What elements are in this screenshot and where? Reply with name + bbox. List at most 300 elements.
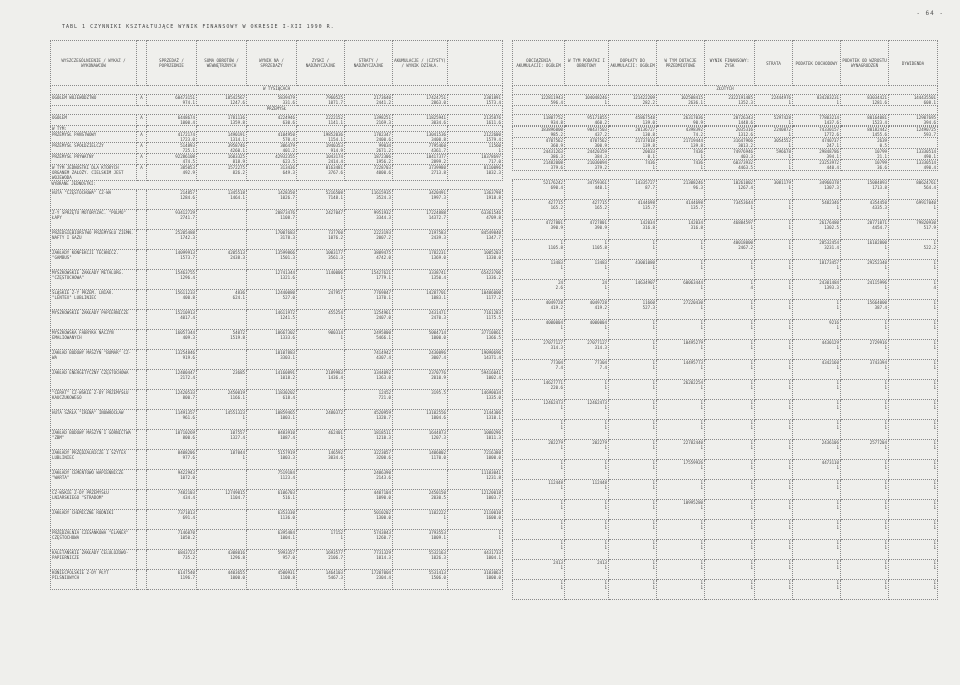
index-value: 1 bbox=[788, 565, 791, 570]
index-value: 1 bbox=[652, 525, 655, 530]
value-cell bbox=[513, 138, 565, 149]
value: 27220430 bbox=[683, 300, 703, 305]
value: 1 bbox=[933, 420, 936, 425]
value: 10710269 bbox=[175, 430, 195, 435]
value: 2222152 bbox=[325, 115, 343, 120]
index-value: 3034.6 bbox=[431, 120, 446, 125]
row-label: PRZĘDZALNIA CZESANKOWA "ELANEX" CZĘSTOCHOWA bbox=[51, 530, 137, 550]
index-value: 1713.8 bbox=[872, 185, 887, 190]
value: 17152 bbox=[330, 530, 343, 535]
index-value: 1 bbox=[836, 305, 839, 310]
table-row bbox=[51, 115, 503, 126]
index-value: 593.7 bbox=[923, 132, 936, 137]
column-header: WYNIK NA / SPRZEDAŻY bbox=[247, 41, 297, 86]
value-cell bbox=[297, 410, 345, 430]
value-cell bbox=[393, 570, 448, 590]
value: 5839479 bbox=[277, 95, 295, 100]
value-cell bbox=[448, 350, 503, 370]
value: 2122600 bbox=[483, 132, 501, 137]
value: 14551323 bbox=[225, 410, 245, 415]
value: 12741344 bbox=[275, 270, 295, 275]
value: 9951932 bbox=[373, 210, 391, 215]
index-value: 1011.3 bbox=[486, 435, 501, 440]
index-value: 618.4 bbox=[282, 395, 295, 400]
index-value: 3400.8 bbox=[431, 137, 446, 142]
value: 1 bbox=[560, 420, 563, 425]
value-cell bbox=[793, 138, 841, 149]
value-cell bbox=[197, 570, 247, 590]
index-value: 564.4 bbox=[923, 185, 936, 190]
index-value: 4000.6 bbox=[376, 170, 391, 175]
value-cell bbox=[247, 250, 297, 270]
index-value: 2030.5 bbox=[431, 495, 446, 500]
index-value: 1 bbox=[700, 305, 703, 310]
index-value: 1611.6 bbox=[486, 120, 501, 125]
value-cell bbox=[393, 410, 448, 430]
value-cell bbox=[147, 510, 197, 530]
index-value: 390.9 bbox=[594, 225, 607, 230]
value: 27077127 bbox=[543, 340, 563, 345]
value-cell bbox=[513, 480, 565, 500]
value-cell bbox=[705, 500, 755, 520]
value-cell bbox=[755, 500, 793, 520]
value: 11491357 bbox=[175, 410, 195, 415]
value-cell bbox=[793, 127, 841, 138]
value-cell bbox=[793, 420, 841, 440]
row-label: MYSZKOWSKIE ZAKŁADY METALURG. "CZĘSTOCHOWA" bbox=[51, 270, 137, 290]
value-cell bbox=[345, 95, 393, 106]
value: 17224888 bbox=[426, 210, 446, 215]
value: 12462473 bbox=[587, 400, 607, 405]
index-value: 826.2 bbox=[232, 170, 245, 175]
value: 1 bbox=[933, 300, 936, 305]
value: 12120018 bbox=[481, 490, 501, 495]
value-cell bbox=[755, 300, 793, 320]
row-label: KONIECPOLSKIE Z-DY PŁYT PILŚNIOWYCH bbox=[51, 570, 137, 590]
value: 1 bbox=[933, 340, 936, 345]
index-value: 314.3 bbox=[594, 345, 607, 350]
value-cell bbox=[793, 480, 841, 500]
value: 1 bbox=[700, 240, 703, 245]
index-value: 4017.4 bbox=[180, 315, 195, 320]
index-value: 517.9 bbox=[923, 225, 936, 230]
index-value: 1 bbox=[750, 345, 753, 350]
value: 121422209 bbox=[632, 95, 655, 100]
value: 15084893 bbox=[867, 180, 887, 185]
value: 247957 bbox=[328, 290, 343, 295]
value-cell bbox=[657, 280, 705, 300]
value-cell bbox=[197, 95, 247, 106]
value-cell bbox=[448, 450, 503, 470]
index-value: 1 bbox=[652, 265, 655, 270]
value: 4430129 bbox=[821, 340, 839, 345]
table-row bbox=[51, 290, 503, 310]
value: 10859465 bbox=[275, 410, 295, 415]
index-value: 1573.7 bbox=[180, 255, 195, 260]
index-value: 1 bbox=[836, 205, 839, 210]
index-value: 135.7 bbox=[642, 205, 655, 210]
value: 3081179 bbox=[773, 180, 791, 185]
value: 1 bbox=[884, 380, 887, 385]
value: 1872306 bbox=[373, 154, 391, 159]
value-cell bbox=[889, 340, 938, 360]
value-cell bbox=[565, 149, 609, 160]
value-cell bbox=[565, 260, 609, 280]
value-cell bbox=[297, 115, 345, 126]
index-value: 1284.6 bbox=[180, 195, 195, 200]
value: 20136727 bbox=[635, 127, 655, 132]
value-cell bbox=[345, 270, 393, 290]
index-value: 522.2 bbox=[923, 245, 936, 250]
value-cell bbox=[147, 310, 197, 330]
value-cell bbox=[565, 160, 609, 171]
value-cell bbox=[393, 290, 448, 310]
index-value: 1 bbox=[884, 485, 887, 490]
index-value: 1 bbox=[836, 425, 839, 430]
value: 1 bbox=[700, 260, 703, 265]
index-value: 1 bbox=[604, 425, 607, 430]
index-value: 1 bbox=[788, 345, 791, 350]
value-cell bbox=[448, 550, 503, 570]
index-value: 1175.5 bbox=[486, 315, 501, 320]
value-cell bbox=[841, 160, 889, 171]
table-row bbox=[51, 510, 503, 530]
table-row bbox=[51, 132, 503, 143]
value: 99034 bbox=[378, 143, 391, 148]
value-cell bbox=[247, 270, 297, 290]
value-cell bbox=[448, 230, 503, 250]
index-value: 957.0 bbox=[282, 555, 295, 560]
index-value: 1170.0 bbox=[431, 455, 446, 460]
value: 1 bbox=[788, 260, 791, 265]
value: 1702347 bbox=[373, 132, 391, 137]
index-value: 1 bbox=[933, 205, 936, 210]
value: 17424751 bbox=[426, 95, 446, 100]
value-cell bbox=[297, 570, 345, 590]
value-cell bbox=[609, 220, 657, 240]
index-value: 1003.3 bbox=[280, 455, 295, 460]
index-value: 690.4 bbox=[550, 185, 563, 190]
value: 7436 bbox=[645, 160, 655, 165]
index-value: 1083.1 bbox=[431, 295, 446, 300]
index-value: 1241.5 bbox=[280, 315, 295, 320]
value: 1 bbox=[933, 540, 936, 545]
table-row bbox=[51, 95, 503, 106]
value-cell bbox=[345, 550, 393, 570]
value-cell bbox=[889, 200, 938, 220]
column-header: ZYSKI / NADZWYCZAJNE bbox=[297, 41, 345, 86]
index-value: 1335.0 bbox=[486, 395, 501, 400]
index-value: 1314.1 bbox=[230, 137, 245, 142]
index-value: 1 bbox=[750, 465, 753, 470]
index-value: 1 bbox=[700, 385, 703, 390]
index-value: 1 bbox=[700, 405, 703, 410]
index-value: 3561.3 bbox=[328, 255, 343, 260]
value-cell bbox=[197, 132, 247, 143]
value: 1 bbox=[652, 360, 655, 365]
index-value: 818.9 bbox=[232, 159, 245, 164]
value-cell bbox=[841, 240, 889, 260]
value-cell bbox=[755, 360, 793, 380]
value: 7731329 bbox=[373, 550, 391, 555]
index-value: 1 bbox=[750, 585, 753, 590]
index-value: 1267.4 bbox=[738, 185, 753, 190]
value: 1 bbox=[750, 260, 753, 265]
value-cell bbox=[609, 160, 657, 171]
index-value: 1 bbox=[750, 525, 753, 530]
index-value: 623.5 bbox=[282, 159, 295, 164]
index-value: 1 bbox=[933, 345, 936, 350]
value: 187044 bbox=[230, 450, 245, 455]
value-cell bbox=[705, 260, 755, 280]
value: 4520959 bbox=[373, 410, 391, 415]
index-value: 608.1 bbox=[923, 100, 936, 105]
value-cell bbox=[448, 143, 503, 154]
value-cell bbox=[889, 180, 938, 200]
index-value: 2.6 bbox=[555, 285, 563, 290]
value-cell bbox=[889, 149, 938, 160]
value: 1 bbox=[788, 580, 791, 585]
value-cell bbox=[393, 250, 448, 270]
value-cell bbox=[345, 450, 393, 470]
index-value: 1 bbox=[788, 405, 791, 410]
index-value: 1 bbox=[788, 143, 791, 148]
value-cell bbox=[889, 380, 938, 400]
value-cell bbox=[565, 440, 609, 460]
value: 24301484 bbox=[819, 280, 839, 285]
index-value: 1 bbox=[836, 365, 839, 370]
index-value: 1 bbox=[604, 525, 607, 530]
value: 1 bbox=[652, 320, 655, 325]
index-value: 1 bbox=[652, 545, 655, 550]
value-cell bbox=[793, 320, 841, 340]
value: 1 bbox=[750, 520, 753, 525]
value: 1 bbox=[933, 520, 936, 525]
value-cell bbox=[297, 132, 345, 143]
index-value: 1000.0 bbox=[486, 455, 501, 460]
value-cell bbox=[565, 500, 609, 520]
value: 1 bbox=[788, 500, 791, 505]
index-value: 1090.0 bbox=[376, 495, 391, 500]
value-cell bbox=[657, 220, 705, 240]
value-cell bbox=[345, 470, 393, 490]
index-value: 2407.0 bbox=[376, 315, 391, 320]
table-row bbox=[513, 280, 938, 300]
value: 11807752 bbox=[543, 115, 563, 120]
value: 737760 bbox=[328, 230, 343, 235]
value: 11615935 bbox=[371, 190, 391, 195]
value: 46884597 bbox=[733, 220, 753, 225]
value-cell bbox=[448, 470, 503, 490]
index-value: 800.7 bbox=[182, 395, 195, 400]
value: 146592 bbox=[328, 450, 343, 455]
left-table bbox=[50, 40, 503, 590]
value-cell bbox=[513, 380, 565, 400]
value-cell bbox=[247, 115, 297, 126]
index-value: 1 bbox=[750, 565, 753, 570]
index-value: 1000.0 bbox=[230, 575, 245, 580]
index-value: 1393.3 bbox=[824, 285, 839, 290]
index-value: 1320.7 bbox=[376, 415, 391, 420]
value: 1 bbox=[700, 520, 703, 525]
index-value: 419.2 bbox=[550, 305, 563, 310]
index-value: 1166.1 bbox=[230, 395, 245, 400]
value-cell bbox=[247, 550, 297, 570]
table-row bbox=[51, 230, 503, 250]
value-cell bbox=[345, 210, 393, 230]
value-cell bbox=[705, 320, 755, 340]
value: 1 bbox=[836, 520, 839, 525]
index-value: 1 bbox=[788, 445, 791, 450]
index-value: 1501.3 bbox=[280, 255, 295, 260]
table-row bbox=[51, 350, 503, 370]
value: 10667302 bbox=[275, 330, 295, 335]
index-value: 1123.4 bbox=[280, 475, 295, 480]
value: 2495800 bbox=[373, 330, 391, 335]
row-label: ZAKŁADY CEMENTOWO WAPIENNICZE "WARTA" bbox=[51, 470, 137, 490]
value: 34759361 bbox=[587, 180, 607, 185]
index-value: 1072.0 bbox=[180, 475, 195, 480]
value-cell bbox=[513, 260, 565, 280]
index-value: 1 bbox=[884, 245, 887, 250]
index-value: 490.4 bbox=[923, 165, 936, 170]
value-cell bbox=[448, 190, 503, 210]
value: 7960525 bbox=[325, 95, 343, 100]
value: 27077127 bbox=[587, 340, 607, 345]
table-row bbox=[51, 143, 503, 154]
value-cell bbox=[841, 540, 889, 560]
value: 2322191485 bbox=[728, 95, 753, 100]
column-header: DOPŁATY DO AKUMULACJI: OGÓŁEM bbox=[609, 41, 657, 86]
value: 1 bbox=[788, 340, 791, 345]
value-cell bbox=[448, 570, 503, 590]
index-value: 1 bbox=[836, 345, 839, 350]
value-cell bbox=[609, 400, 657, 420]
value: 1005203 bbox=[483, 250, 501, 255]
value-cell bbox=[297, 230, 345, 250]
index-value: 1136.0 bbox=[280, 515, 295, 520]
value: 4049728 bbox=[545, 300, 563, 305]
value-cell bbox=[197, 490, 247, 510]
value: 1043174 bbox=[325, 154, 343, 159]
value: 1 bbox=[788, 400, 791, 405]
value-cell bbox=[841, 340, 889, 360]
index-value: 4361.7 bbox=[431, 148, 446, 153]
value-cell bbox=[448, 165, 503, 181]
value: 2223193 bbox=[373, 230, 391, 235]
value-cell bbox=[345, 410, 393, 430]
index-value: 1 bbox=[933, 365, 936, 370]
value: 54072 bbox=[232, 330, 245, 335]
index-value: 1 bbox=[700, 465, 703, 470]
value-cell bbox=[513, 127, 565, 138]
index-value: 1207.3 bbox=[431, 435, 446, 440]
value: 2144306 bbox=[483, 410, 501, 415]
index-value: 2441.2 bbox=[376, 100, 391, 105]
value-cell bbox=[345, 430, 393, 450]
index-value: 4463.5 bbox=[738, 165, 753, 170]
table-row bbox=[51, 390, 503, 410]
value: 1 bbox=[652, 440, 655, 445]
value: 1 bbox=[836, 500, 839, 505]
value-cell bbox=[841, 420, 889, 440]
index-value: 725.1 bbox=[182, 148, 195, 153]
index-value: 139.0 bbox=[642, 120, 655, 125]
value-cell bbox=[609, 280, 657, 300]
value: 31647966 bbox=[733, 138, 753, 143]
row-label: CZ-WSKIE Z-DY PRZEMYSŁU LNIARSKIEGO "STRADOM" bbox=[51, 490, 137, 510]
value-cell bbox=[197, 230, 247, 250]
value-cell bbox=[565, 300, 609, 320]
value: 1 bbox=[788, 440, 791, 445]
index-value: 1359.8 bbox=[230, 120, 245, 125]
value: 1 bbox=[750, 580, 753, 585]
index-value: 721.0 bbox=[378, 395, 391, 400]
index-value: 409.3 bbox=[182, 335, 195, 340]
index-value: 1 bbox=[604, 325, 607, 330]
index-value: 1 bbox=[700, 265, 703, 270]
index-value: 1 bbox=[340, 435, 343, 440]
index-value: 1 bbox=[788, 465, 791, 470]
column-header: DYWIDENDA bbox=[889, 41, 938, 86]
index-value: 1 bbox=[604, 445, 607, 450]
value: 4049728 bbox=[589, 300, 607, 305]
value: 7519184 bbox=[277, 470, 295, 475]
index-value: 2007.2 bbox=[376, 235, 391, 240]
value-cell bbox=[657, 580, 705, 600]
index-value: 1333.6 bbox=[280, 335, 295, 340]
value: 13102556 bbox=[426, 410, 446, 415]
value-cell bbox=[448, 250, 503, 270]
index-value: 1300.0 bbox=[376, 515, 391, 520]
value-cell bbox=[247, 350, 297, 370]
index-value: 1464.1 bbox=[230, 195, 245, 200]
index-value: 2741.7 bbox=[180, 215, 195, 220]
value: 1 bbox=[933, 440, 936, 445]
value: 1 bbox=[788, 160, 791, 165]
index-value: 1 bbox=[884, 545, 887, 550]
index-value: 1 bbox=[836, 385, 839, 390]
value-cell bbox=[657, 200, 705, 220]
value: 24 bbox=[602, 280, 607, 285]
value: 11660 bbox=[642, 300, 655, 305]
value-cell bbox=[841, 460, 889, 480]
table-row bbox=[513, 520, 938, 540]
value-cell bbox=[147, 390, 197, 410]
value-cell bbox=[147, 154, 197, 165]
value: 5297428 bbox=[773, 115, 791, 120]
value-cell bbox=[197, 530, 247, 550]
value-cell bbox=[705, 115, 755, 126]
value: 4144698 bbox=[685, 200, 703, 205]
index-value: 1 bbox=[700, 285, 703, 290]
row-label: W TYM: bbox=[51, 126, 137, 132]
column-header: STRATY / NADZWYCZAJNE bbox=[345, 41, 393, 86]
index-value: 1 bbox=[700, 525, 703, 530]
index-value: 914.9 bbox=[330, 148, 343, 153]
index-value: 4 bbox=[933, 285, 936, 290]
table-row bbox=[513, 380, 938, 400]
value: 73453644 bbox=[733, 200, 753, 205]
value: 2577204 bbox=[869, 440, 887, 445]
value-cell bbox=[755, 160, 793, 171]
value-cell bbox=[513, 200, 565, 220]
value-cell bbox=[147, 330, 197, 350]
row-code: A bbox=[137, 115, 147, 126]
value: 80624761 bbox=[916, 180, 936, 185]
value: 1 bbox=[750, 400, 753, 405]
index-value: 1 bbox=[836, 485, 839, 490]
